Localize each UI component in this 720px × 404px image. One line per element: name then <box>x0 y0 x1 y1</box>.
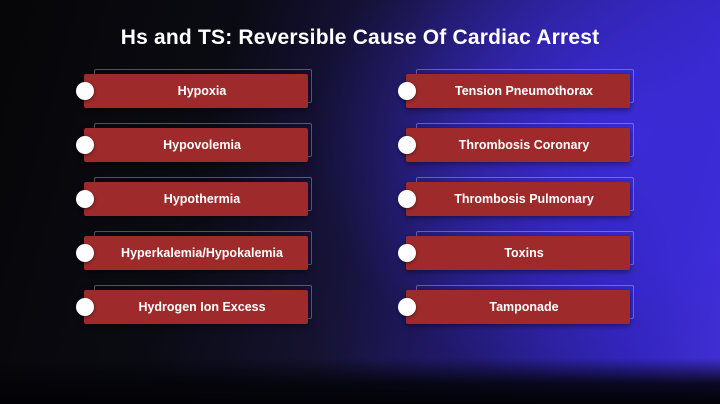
list-item <box>406 74 636 108</box>
list-item <box>84 236 314 270</box>
list-item-label: Hydrogen Ion Excess <box>138 299 266 314</box>
item-bar <box>84 128 308 162</box>
list-item <box>84 74 314 108</box>
white-circle-marker-icon <box>398 190 416 208</box>
item-bar <box>406 236 630 270</box>
list-item <box>406 182 636 216</box>
list-item <box>84 128 314 162</box>
white-circle-marker-icon <box>76 82 94 100</box>
white-circle-marker-icon <box>76 298 94 316</box>
item-bar <box>406 74 630 108</box>
white-circle-marker-icon <box>398 244 416 262</box>
item-bar <box>84 290 308 324</box>
page-title: Hs and TS: Reversible Cause Of Cardiac Arrest <box>120 26 600 49</box>
list-item <box>406 290 636 324</box>
item-bar <box>84 182 308 216</box>
list-item-label: Tamponade <box>489 299 559 314</box>
list-item <box>84 182 314 216</box>
white-circle-marker-icon <box>76 190 94 208</box>
list-item-label: Thrombosis Coronary <box>458 137 590 152</box>
list-item-label: Toxins <box>504 245 544 260</box>
hs-column <box>84 74 314 324</box>
white-circle-marker-icon <box>76 136 94 154</box>
item-bar <box>406 182 630 216</box>
item-bar <box>84 74 308 108</box>
list-item-label: Tension Pneumothorax <box>455 83 593 98</box>
list-item-label: Hypothermia <box>163 191 241 206</box>
list-item <box>406 128 636 162</box>
white-circle-marker-icon <box>398 136 416 154</box>
ts-column <box>406 74 636 324</box>
item-bar <box>406 128 630 162</box>
list-item <box>84 290 314 324</box>
content-columns <box>84 74 636 324</box>
list-item-label: Hypovolemia <box>163 137 241 152</box>
list-item-label: Hyperkalemia/Hypokalemia <box>121 245 283 260</box>
white-circle-marker-icon <box>398 82 416 100</box>
list-item-label: Hypoxia <box>177 83 227 98</box>
item-bar <box>406 290 630 324</box>
list-item-label: Thrombosis Pulmonary <box>454 191 594 206</box>
white-circle-marker-icon <box>76 244 94 262</box>
list-item <box>406 236 636 270</box>
item-bar <box>84 236 308 270</box>
white-circle-marker-icon <box>398 298 416 316</box>
